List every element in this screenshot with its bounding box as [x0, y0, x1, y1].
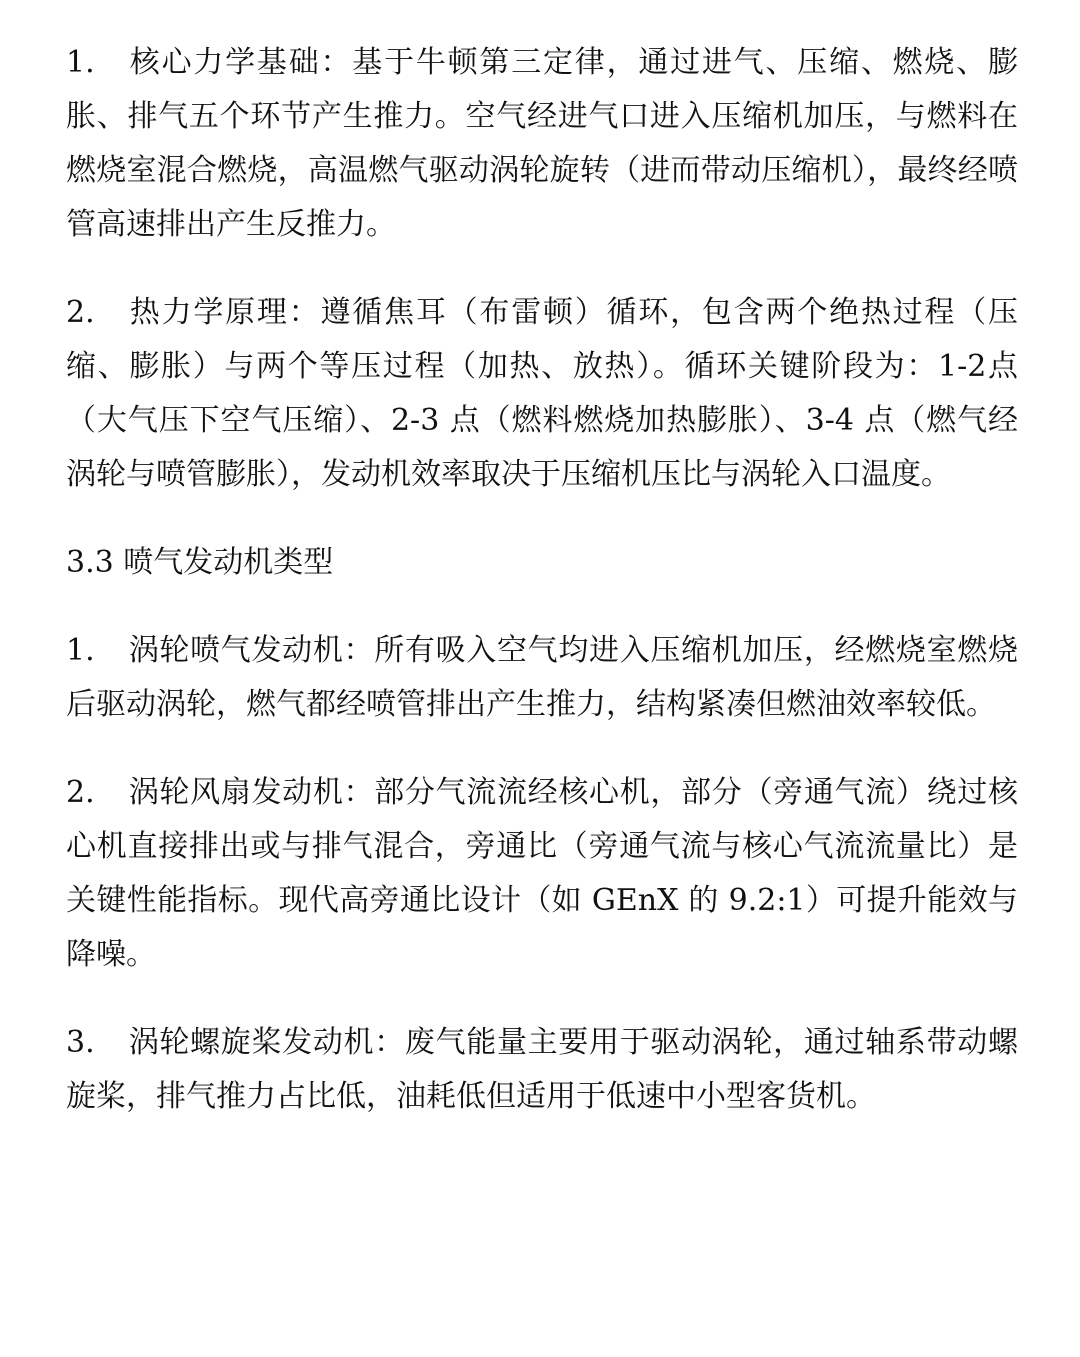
- section-heading: 3.3 喷气发动机类型: [66, 545, 334, 580]
- list-item-text: 热力学原理：遵循焦耳（布雷顿）循环，包含两个绝热过程（压缩、膨胀）与两个等压过程（加热、放热）。循环关键阶段为：1-2点（大气压下空气压缩）、2-3 点（燃料燃烧加热膨胀）、3-4 点（燃气经涡轮与喷管膨胀），发动机效率取决于压缩机压比与涡轮入口温度。: [66, 295, 1018, 492]
- list-number: 3.: [66, 1025, 95, 1060]
- list-number: 1.: [66, 633, 95, 668]
- list-item-thermodynamics: [66, 286, 1018, 502]
- list-item-text: 核心力学基础：基于牛顿第三定律，通过进气、压缩、燃烧、膨胀、排气五个环节产生推力。空气经进气口进入压缩机加压，与燃料在燃烧室混合燃烧，高温燃气驱动涡轮旋转（进而带动压缩机），最终经喷管高速排出产生反推力。: [66, 45, 1018, 242]
- list-item-turbofan: [66, 766, 1018, 982]
- list-item-text: 涡轮喷气发动机：所有吸入空气均进入压缩机加压，经燃烧室燃烧后驱动涡轮，燃气都经喷管排出产生推力，结构紧凑但燃油效率较低。: [66, 633, 1018, 722]
- list-item-mechanics-basis: [66, 36, 1018, 252]
- list-item-text: 涡轮风扇发动机：部分气流流经核心机，部分（旁通气流）绕过核心机直接排出或与排气混合，旁通比（旁通气流与核心气流流量比）是关键性能指标。现代高旁通比设计（如 GEnX 的 9.2:1）可提升能效与降噪。: [66, 775, 1018, 972]
- list-number: 2.: [66, 295, 95, 330]
- list-number: 2.: [66, 775, 95, 810]
- list-number: 1.: [66, 45, 95, 80]
- list-item-turboprop: [66, 1016, 1018, 1124]
- list-item-text: 涡轮螺旋桨发动机：废气能量主要用于驱动涡轮，通过轴系带动螺旋桨，排气推力占比低，油耗低但适用于低速中小型客货机。: [66, 1025, 1018, 1114]
- list-item-turbojet: [66, 624, 1018, 732]
